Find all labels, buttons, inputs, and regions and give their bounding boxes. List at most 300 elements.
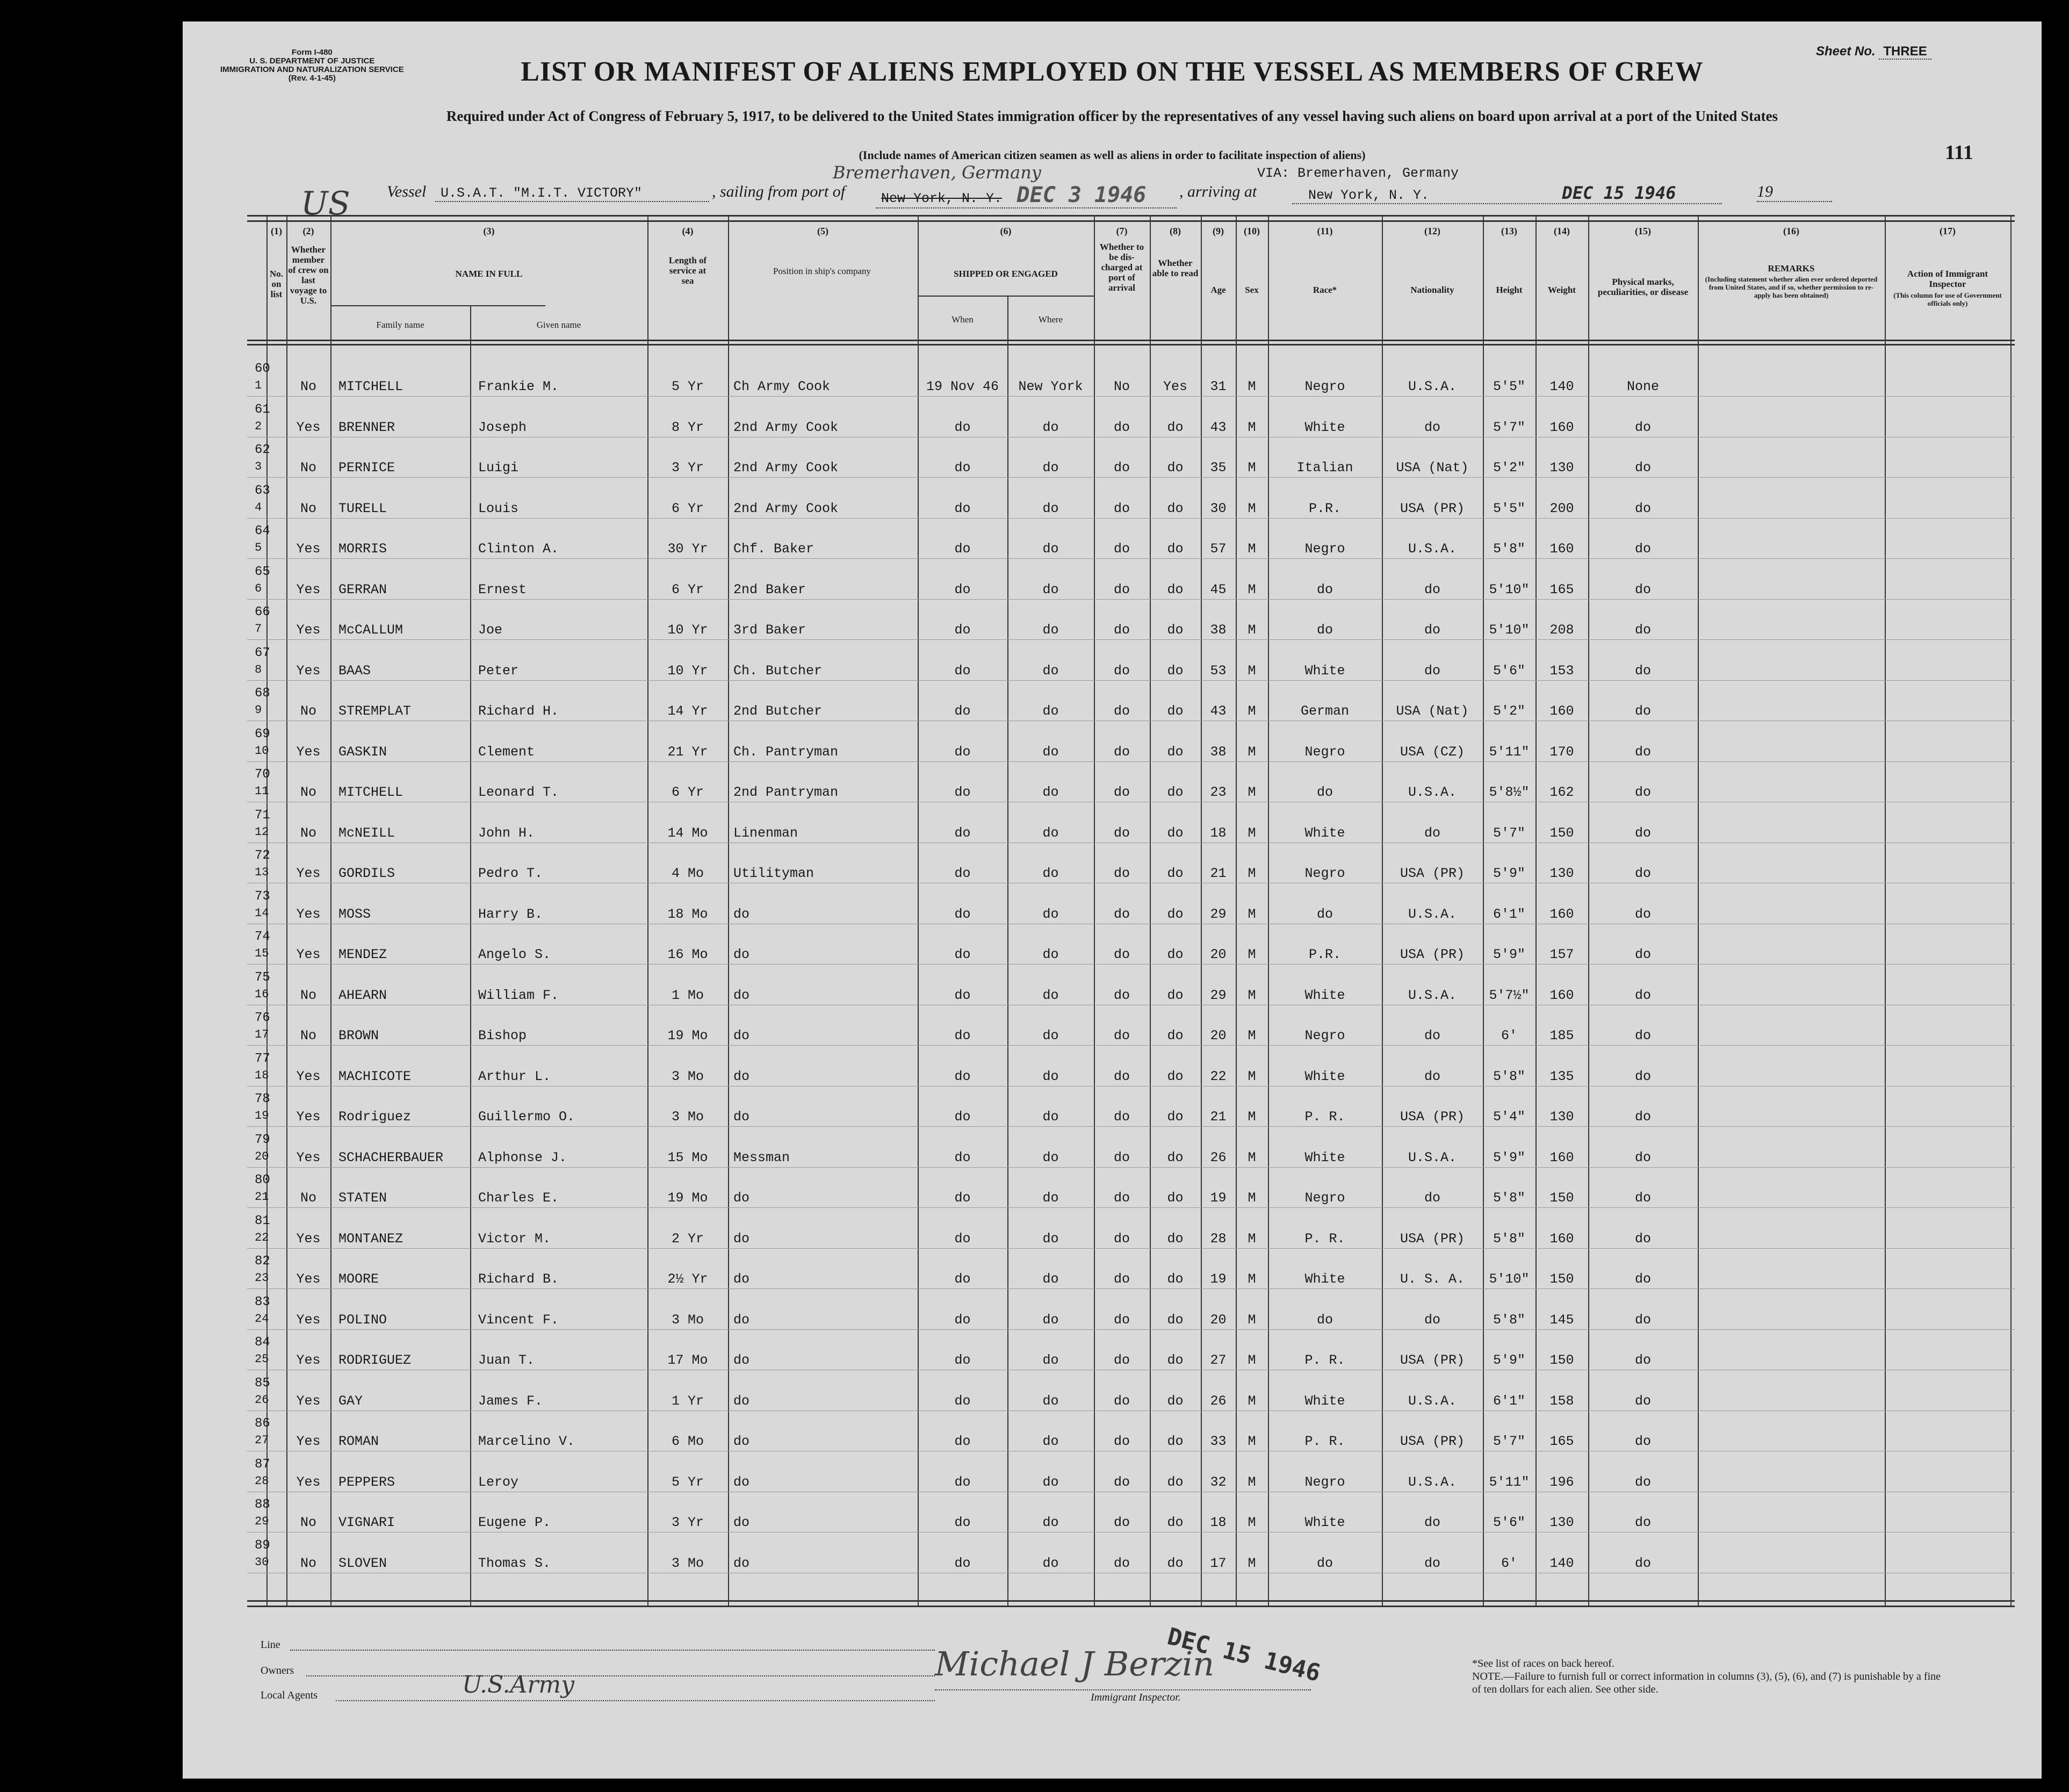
row-rule <box>247 680 2015 681</box>
nationality-cell: do <box>1424 825 1440 841</box>
col-15-number: (15) <box>1635 226 1651 236</box>
given-name-header: Given name <box>536 320 581 330</box>
original-line-number: 7 <box>255 622 262 636</box>
height-cell: 5'2" <box>1493 703 1525 719</box>
line-number: 73 <box>255 889 270 904</box>
shipped-when-cell: do <box>954 1434 971 1449</box>
table-row <box>247 1088 2015 1127</box>
age-cell: 20 <box>1210 1028 1227 1043</box>
shipped-where-cell: do <box>1042 947 1059 962</box>
crew-last-voyage-cell: No <box>300 1515 316 1530</box>
crew-last-voyage-cell: Yes <box>296 1352 321 1368</box>
height-cell: 5'8" <box>1493 1190 1525 1206</box>
col-3-number: (3) <box>483 226 495 236</box>
weight-cell: 165 <box>1549 581 1574 598</box>
family-name-cell: ROMAN <box>338 1434 379 1449</box>
table-row <box>247 642 2015 681</box>
discharged-cell: do <box>1113 1068 1130 1084</box>
weight-cell: 158 <box>1549 1393 1574 1409</box>
shipped-when-cell: do <box>954 1028 971 1043</box>
table-row <box>247 1128 2015 1168</box>
physical-marks-cell: do <box>1634 581 1651 598</box>
nationality-cell: do <box>1424 1028 1440 1043</box>
col-4-number: (4) <box>682 226 694 236</box>
col-7-number: (7) <box>1116 226 1128 236</box>
sex-cell: M <box>1248 1028 1256 1043</box>
year-label: 19 <box>1757 183 1773 200</box>
original-line-number: 21 <box>255 1190 269 1204</box>
family-name-cell: MORRIS <box>338 541 387 557</box>
service-length-cell: 10 Yr <box>667 663 708 679</box>
physical-marks-cell: do <box>1634 744 1651 760</box>
able-to-read-cell: do <box>1167 987 1184 1003</box>
position-cell: Ch Army Cook <box>733 379 831 394</box>
line-number: 79 <box>255 1132 270 1147</box>
age-cell: 21 <box>1210 1109 1227 1125</box>
age-cell: 18 <box>1210 825 1227 841</box>
family-name-cell: SLOVEN <box>338 1555 387 1571</box>
family-name-cell: GAY <box>338 1393 363 1409</box>
able-to-read-cell: Yes <box>1163 379 1187 394</box>
position-cell: Ch. Pantryman <box>733 744 839 760</box>
form-revision: (Rev. 4-1-45) <box>288 74 336 83</box>
position-cell: do <box>733 906 750 922</box>
discharged-cell: do <box>1113 500 1130 516</box>
nationality-cell: do <box>1424 1312 1440 1328</box>
height-cell: 6' <box>1501 1028 1517 1043</box>
row-rule <box>247 1329 2015 1330</box>
weight-cell: 185 <box>1549 1028 1574 1043</box>
crew-last-voyage-cell: No <box>300 1028 316 1043</box>
vessel-name-field <box>435 183 709 202</box>
height-cell: 6' <box>1501 1555 1517 1571</box>
shipped-where-cell: do <box>1042 500 1059 516</box>
physical-marks-cell: do <box>1634 1393 1651 1409</box>
sex-cell: M <box>1248 987 1256 1003</box>
weight-cell: 150 <box>1549 1352 1574 1368</box>
given-name-cell: Harry B. <box>478 906 543 922</box>
able-to-read-cell: do <box>1167 1393 1184 1409</box>
crew-last-voyage-cell: Yes <box>296 1434 321 1449</box>
shipped-when-cell: do <box>954 1230 971 1247</box>
discharged-cell: do <box>1113 419 1130 435</box>
sex-cell: M <box>1248 825 1256 841</box>
nationality-cell: USA (PR) <box>1400 866 1465 881</box>
weight-cell: 140 <box>1549 379 1574 394</box>
physical-marks-cell: do <box>1634 541 1651 557</box>
col-7-label: Whether to be dis-charged at port of arrival <box>1099 242 1144 293</box>
crew-last-voyage-cell: Yes <box>296 1271 321 1287</box>
form-number: Form I-480 <box>291 48 333 57</box>
able-to-read-cell: do <box>1167 500 1184 516</box>
table-row <box>247 723 2015 762</box>
height-cell: 5'9" <box>1493 866 1525 881</box>
weight-cell: 160 <box>1549 906 1574 922</box>
race-cell: P. R. <box>1304 1109 1345 1125</box>
nationality-cell: do <box>1424 1068 1440 1084</box>
crew-last-voyage-cell: No <box>300 785 316 800</box>
discharged-cell: do <box>1113 1230 1130 1247</box>
discharged-cell: do <box>1113 1393 1130 1409</box>
crew-last-voyage-cell: Yes <box>296 1393 321 1409</box>
able-to-read-cell: do <box>1167 906 1184 922</box>
age-cell: 32 <box>1210 1474 1227 1490</box>
service-length-cell: 5 Yr <box>671 1474 704 1490</box>
height-cell: 5'8" <box>1493 1312 1525 1328</box>
nationality-cell: do <box>1424 1190 1440 1206</box>
race-cell: Negro <box>1304 1474 1345 1490</box>
given-name-cell: James F. <box>478 1393 543 1409</box>
shipped-when-cell: do <box>954 1393 971 1409</box>
shipped-where-cell: do <box>1042 1109 1059 1125</box>
service-length-cell: 3 Mo <box>671 1555 704 1571</box>
sheet-number-label: Sheet No. <box>1816 44 1876 59</box>
weight-cell: 170 <box>1549 744 1574 760</box>
shipped-when-cell: do <box>954 785 971 800</box>
position-cell: do <box>733 1312 750 1328</box>
original-line-number: 19 <box>255 1109 269 1122</box>
able-to-read-cell: do <box>1167 703 1184 719</box>
family-name-cell: GERRAN <box>338 581 387 598</box>
age-cell: 43 <box>1210 703 1227 719</box>
shipped-when-cell: do <box>954 744 971 760</box>
able-to-read-cell: do <box>1167 1230 1184 1247</box>
age-cell: 31 <box>1210 379 1227 394</box>
table-row <box>247 1006 2015 1046</box>
inspector-label: Immigrant Inspector. <box>1091 1692 1181 1703</box>
original-line-number: 2 <box>255 419 262 433</box>
arriving-port: New York, N. Y. <box>1308 188 1430 203</box>
table-row <box>247 560 2015 600</box>
race-cell: White <box>1304 1068 1345 1084</box>
able-to-read-cell: do <box>1167 1271 1184 1287</box>
sex-cell: M <box>1248 379 1256 394</box>
able-to-read-cell: do <box>1167 1555 1184 1571</box>
shipped-when-cell: do <box>954 1190 971 1206</box>
row-rule <box>247 599 2015 600</box>
physical-marks-cell: do <box>1634 1149 1651 1165</box>
col-10-label: Sex <box>1245 285 1259 295</box>
age-cell: 19 <box>1210 1271 1227 1287</box>
col-9-label: Age <box>1210 285 1226 295</box>
line-number: 88 <box>255 1498 270 1512</box>
shipped-when-cell: do <box>954 1068 971 1084</box>
given-name-cell: Marcelino V. <box>478 1434 575 1449</box>
family-name-cell: STATEN <box>338 1190 387 1206</box>
original-line-number: 20 <box>255 1149 269 1163</box>
shipped-where-cell: do <box>1042 785 1059 800</box>
line-number: 87 <box>255 1457 270 1472</box>
able-to-read-cell: do <box>1167 1434 1184 1449</box>
original-line-number: 28 <box>255 1474 269 1488</box>
position-cell: Messman <box>733 1149 790 1165</box>
crew-last-voyage-cell: Yes <box>296 663 321 679</box>
shipped-where-cell: do <box>1042 460 1059 476</box>
line-number: 76 <box>255 1011 270 1025</box>
line-number: 63 <box>255 483 270 498</box>
age-cell: 28 <box>1210 1230 1227 1247</box>
departure-stamp: DEC 3 1946 <box>1017 183 1147 207</box>
position-cell: do <box>733 1474 750 1490</box>
given-name-cell: Eugene P. <box>478 1515 551 1530</box>
shipped-where-cell: do <box>1042 1068 1059 1084</box>
physical-marks-cell: do <box>1634 703 1651 719</box>
table-row <box>247 844 2015 884</box>
discharged-cell: do <box>1113 663 1130 679</box>
physical-marks-cell: do <box>1634 1271 1651 1287</box>
given-name-cell: William F. <box>478 987 559 1003</box>
family-name-cell: BRENNER <box>338 419 395 435</box>
race-cell: Negro <box>1304 1028 1345 1043</box>
able-to-read-cell: do <box>1167 1515 1184 1530</box>
race-cell: do <box>1316 581 1333 598</box>
discharged-cell: do <box>1113 1515 1130 1530</box>
line-number: 75 <box>255 970 270 985</box>
inspector-signature-line <box>935 1689 1311 1690</box>
position-cell: Ch. Butcher <box>733 663 823 679</box>
able-to-read-cell: do <box>1167 1068 1184 1084</box>
race-cell: P. R. <box>1304 1434 1345 1449</box>
original-line-number: 15 <box>255 947 269 960</box>
height-cell: 5'11" <box>1489 744 1530 760</box>
nationality-cell: do <box>1424 1515 1440 1530</box>
discharged-cell: do <box>1113 460 1130 476</box>
shipped-when-cell: do <box>954 460 971 476</box>
service-length-cell: 17 Mo <box>667 1352 708 1368</box>
shipped-where-cell: do <box>1042 1230 1059 1247</box>
position-cell: do <box>733 1068 750 1084</box>
family-name-cell: BROWN <box>338 1028 379 1043</box>
position-cell: 2nd Pantryman <box>733 785 839 800</box>
weight-cell: 150 <box>1549 825 1574 841</box>
col-16-note: (Including statement whether alien ever ordered deported from United States, and if so, whether permission to re-apply has been obtained) <box>1705 275 1878 299</box>
given-name-cell: Angelo S. <box>478 947 551 962</box>
given-name-cell: Bishop <box>478 1028 527 1043</box>
row-rule <box>247 477 2015 478</box>
table-row <box>247 1493 2015 1533</box>
shipped-when-cell: do <box>954 1271 971 1287</box>
sailing-label: , sailing from port of <box>712 183 846 200</box>
table-row <box>247 1250 2015 1290</box>
age-cell: 20 <box>1210 1312 1227 1328</box>
col-17-number: (17) <box>1940 226 1956 236</box>
height-cell: 6'1" <box>1493 1393 1525 1409</box>
row-rule <box>247 1410 2015 1411</box>
owners-field <box>306 1675 935 1676</box>
vessel-name: U.S.A.T. "M.I.T. VICTORY" <box>441 185 643 201</box>
able-to-read-cell: do <box>1167 460 1184 476</box>
sex-cell: M <box>1248 1190 1256 1206</box>
original-line-number: 25 <box>255 1352 269 1366</box>
penalty-note: NOTE.—Failure to furnish full or correct information in columns (3), (5), (6), and (7) is punishable by a fine of ten dollars for each alien. See other side. <box>1472 1671 1941 1695</box>
weight-cell: 157 <box>1549 947 1574 962</box>
table-top-border-inner <box>247 220 2015 222</box>
year-field <box>1757 183 1832 202</box>
discharged-cell: do <box>1113 1555 1130 1571</box>
col-6-number: (6) <box>1000 226 1012 236</box>
line-number: 84 <box>255 1335 270 1350</box>
crew-last-voyage-cell: No <box>300 500 316 516</box>
race-cell: White <box>1304 825 1345 841</box>
original-line-number: 17 <box>255 1028 269 1041</box>
height-cell: 5'7" <box>1493 825 1525 841</box>
service-length-cell: 5 Yr <box>671 379 704 394</box>
family-name-cell: McCALLUM <box>338 622 403 638</box>
shipped-where-cell: do <box>1042 1474 1059 1490</box>
shipped-where-cell: do <box>1042 663 1059 679</box>
inspector-signature: Michael J Berzin <box>935 1644 1215 1683</box>
sheet-number-value: THREE <box>1879 44 1931 60</box>
given-name-cell: Luigi <box>478 460 519 476</box>
col-5-label: Position in ship's company <box>773 266 871 276</box>
race-cell: Italian <box>1296 460 1353 476</box>
discharged-cell: do <box>1113 1271 1130 1287</box>
when-header: When <box>951 314 974 325</box>
age-cell: 22 <box>1210 1068 1227 1084</box>
discharged-cell: do <box>1113 703 1130 719</box>
via-port: VIA: Bremerhaven, Germany <box>1257 165 1459 181</box>
position-cell: 2nd Army Cook <box>733 500 839 516</box>
given-name-cell: Victor M. <box>478 1230 551 1247</box>
crew-last-voyage-cell: No <box>300 825 316 841</box>
family-name-cell: AHEARN <box>338 987 387 1003</box>
sex-cell: M <box>1248 622 1256 638</box>
discharged-cell: do <box>1113 1109 1130 1125</box>
col-8-number: (8) <box>1170 226 1181 236</box>
service-length-cell: 8 Yr <box>671 419 704 435</box>
age-cell: 27 <box>1210 1352 1227 1368</box>
weight-cell: 145 <box>1549 1312 1574 1328</box>
race-cell: P.R. <box>1308 947 1341 962</box>
age-cell: 20 <box>1210 947 1227 962</box>
page-number: 111 <box>1945 141 1973 164</box>
manifest-sheet <box>183 21 2042 1779</box>
service-length-cell: 4 Mo <box>671 866 704 881</box>
nationality-cell: USA (PR) <box>1400 1109 1465 1125</box>
race-cell: P.R. <box>1308 500 1341 516</box>
nationality-cell: do <box>1424 581 1440 598</box>
crew-last-voyage-cell: Yes <box>296 744 321 760</box>
weight-cell: 160 <box>1549 1230 1574 1247</box>
weight-cell: 150 <box>1549 1190 1574 1206</box>
line-number: 89 <box>255 1538 270 1553</box>
sex-cell: M <box>1248 906 1256 922</box>
original-line-number: 12 <box>255 825 269 839</box>
given-name-cell: Clinton A. <box>478 541 559 557</box>
given-name-cell: Joseph <box>478 419 527 435</box>
given-name-cell: Leroy <box>478 1474 519 1490</box>
height-cell: 5'4" <box>1493 1109 1525 1125</box>
shipped-where-cell: New York <box>1018 379 1083 394</box>
able-to-read-cell: do <box>1167 1149 1184 1165</box>
row-rule <box>247 761 2015 762</box>
service-length-cell: 18 Mo <box>667 906 708 922</box>
shipped-when-cell: do <box>954 906 971 922</box>
arriving-port-field <box>1292 183 1722 204</box>
height-cell: 5'6" <box>1493 663 1525 679</box>
shipped-where-cell: do <box>1042 622 1059 638</box>
nationality-cell: U.S.A. <box>1408 785 1457 800</box>
height-cell: 5'2" <box>1493 460 1525 476</box>
service-length-cell: 14 Yr <box>667 703 708 719</box>
row-rule <box>247 1207 2015 1208</box>
able-to-read-cell: do <box>1167 785 1184 800</box>
physical-marks-cell: do <box>1634 1515 1651 1530</box>
original-line-number: 23 <box>255 1271 269 1285</box>
shipped-when-cell: do <box>954 419 971 435</box>
service-length-cell: 15 Mo <box>667 1149 708 1165</box>
height-cell: 5'9" <box>1493 1352 1525 1368</box>
age-cell: 29 <box>1210 987 1227 1003</box>
line-number: 77 <box>255 1051 270 1066</box>
table-row <box>247 479 2015 519</box>
crew-last-voyage-cell: Yes <box>296 1312 321 1328</box>
height-cell: 5'7" <box>1493 1434 1525 1449</box>
shipped-where-cell: do <box>1042 1271 1059 1287</box>
height-cell: 5'8" <box>1493 1068 1525 1084</box>
height-cell: 5'5" <box>1493 500 1525 516</box>
table-row <box>247 682 2015 722</box>
col-12-label: Nationality <box>1410 285 1454 295</box>
line-number: 70 <box>255 767 270 782</box>
position-cell: do <box>733 947 750 962</box>
service-length-cell: 14 Mo <box>667 825 708 841</box>
inspection-date-stamp: DEC 15 1946 <box>1164 1623 1323 1687</box>
nationality-cell: USA (Nat) <box>1396 460 1469 476</box>
service-length-cell: 3 Yr <box>671 1515 704 1530</box>
line-number: 61 <box>255 402 270 417</box>
sex-cell: M <box>1248 785 1256 800</box>
family-name-cell: MONTANEZ <box>338 1230 403 1247</box>
weight-cell: 160 <box>1549 703 1574 719</box>
original-line-number: 26 <box>255 1393 269 1407</box>
table-row <box>247 966 2015 1006</box>
header-bottom-border <box>247 340 2015 341</box>
physical-marks-cell: do <box>1634 906 1651 922</box>
age-cell: 18 <box>1210 1515 1227 1530</box>
row-rule <box>247 558 2015 559</box>
race-cell: Negro <box>1304 541 1345 557</box>
shipped-where-cell: do <box>1042 1149 1059 1165</box>
service-name: IMMIGRATION AND NATURALIZATION SERVICE <box>220 65 404 74</box>
family-name-cell: MOSS <box>338 906 371 922</box>
physical-marks-cell: do <box>1634 825 1651 841</box>
sex-cell: M <box>1248 744 1256 760</box>
arriving-label: , arriving at <box>1179 183 1257 200</box>
crew-last-voyage-cell: No <box>300 987 316 1003</box>
age-cell: 26 <box>1210 1393 1227 1409</box>
service-length-cell: 10 Yr <box>667 622 708 638</box>
row-rule <box>247 1045 2015 1046</box>
shipped-where-cell: do <box>1042 1312 1059 1328</box>
given-name-cell: Ernest <box>478 581 527 598</box>
nationality-cell: do <box>1424 622 1440 638</box>
race-cell: P. R. <box>1304 1352 1345 1368</box>
position-cell: do <box>733 1555 750 1571</box>
shipped-where-cell: do <box>1042 541 1059 557</box>
given-name-cell: John H. <box>478 825 535 841</box>
crew-last-voyage-cell: Yes <box>296 581 321 598</box>
weight-cell: 160 <box>1549 541 1574 557</box>
table-row <box>247 1372 2015 1412</box>
family-name-cell: RODRIGUEZ <box>338 1352 412 1368</box>
nationality-cell: USA (PR) <box>1400 947 1465 962</box>
family-name-cell: GORDILS <box>338 866 395 881</box>
physical-marks-cell: do <box>1634 1312 1651 1328</box>
shipped-when-cell: do <box>954 947 971 962</box>
given-name-cell: Arthur L. <box>478 1068 551 1084</box>
service-length-cell: 3 Mo <box>671 1068 704 1084</box>
